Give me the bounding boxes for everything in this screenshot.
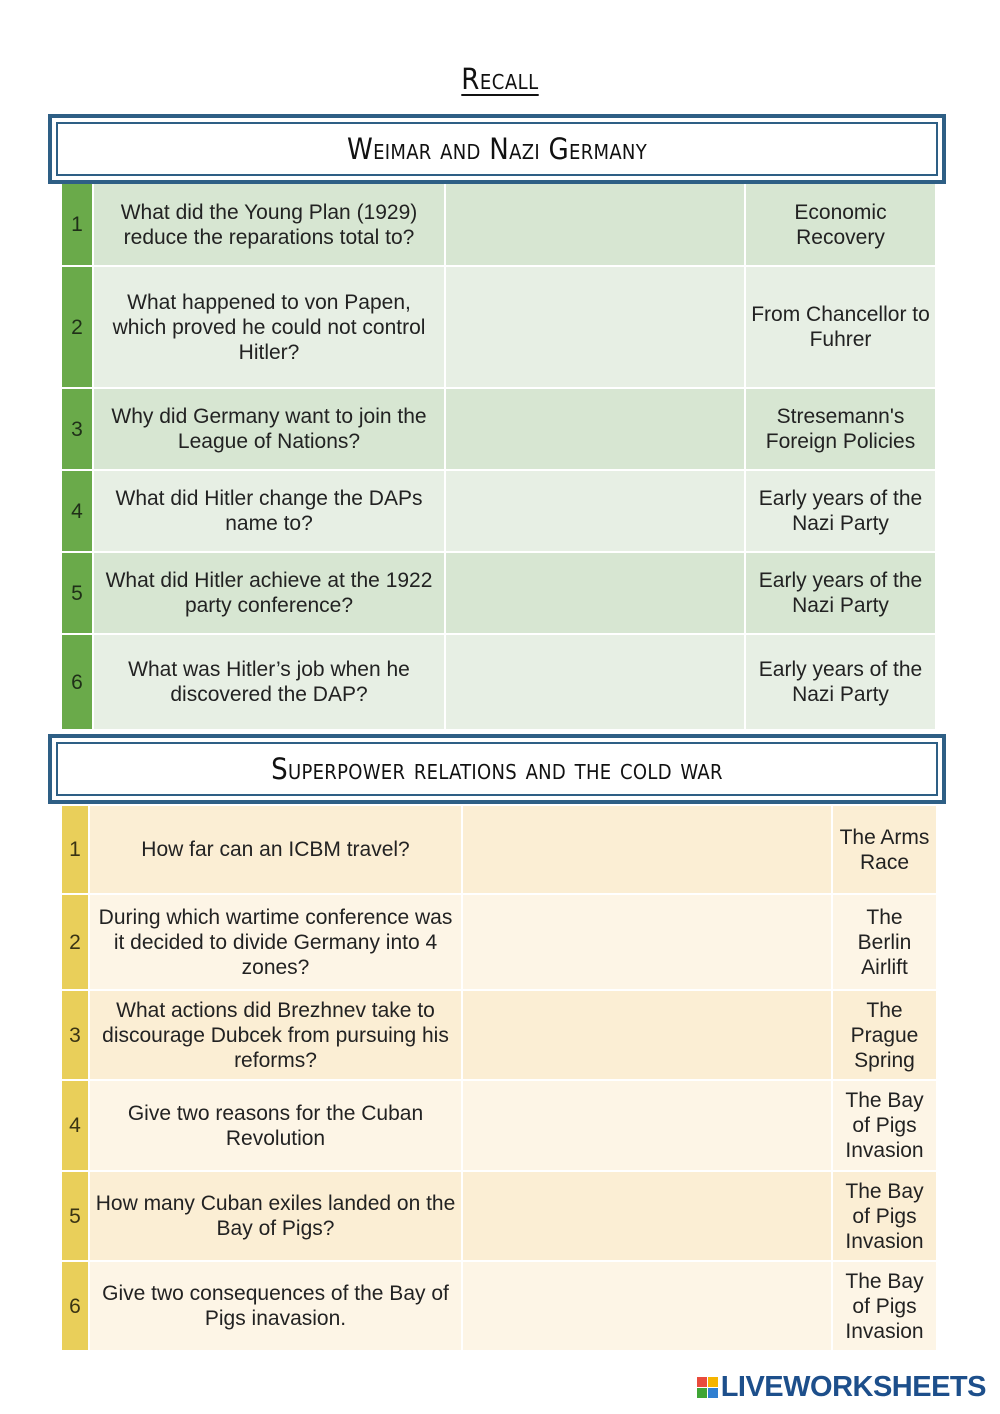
topic-label: Early years of the Nazi Party <box>746 635 937 731</box>
topic-label: The Prague Spring <box>833 991 938 1081</box>
topic-label: Early years of the Nazi Party <box>746 553 937 635</box>
question-text: What did Hitler change the DAPs name to? <box>94 471 446 553</box>
row-number: 5 <box>62 553 94 635</box>
answer-input[interactable] <box>446 312 744 343</box>
answer-cell <box>463 991 833 1081</box>
answer-input[interactable] <box>446 578 744 609</box>
table-row <box>62 471 937 553</box>
topic-label: Early years of the Nazi Party <box>746 471 937 553</box>
answer-cell <box>463 1081 833 1172</box>
question-text: Give two reasons for the Cuban Revolution <box>90 1081 463 1172</box>
topic-label: The Arms Race <box>833 806 938 895</box>
answer-input[interactable] <box>446 667 744 698</box>
row-number: 1 <box>62 184 94 267</box>
table-row <box>62 1081 938 1172</box>
answer-cell <box>463 806 833 895</box>
answer-input[interactable] <box>446 496 744 527</box>
cold-war-question-table <box>62 806 938 1352</box>
answer-cell <box>446 267 746 389</box>
topic-label: The Berlin Airlift <box>833 895 938 991</box>
answer-input[interactable] <box>463 1201 831 1232</box>
table-row <box>62 553 937 635</box>
table-row <box>62 1172 938 1262</box>
answer-cell <box>463 1262 833 1352</box>
question-text: What happened to von Papen, which proved he could not control Hitler? <box>94 267 446 389</box>
table-row <box>62 895 938 991</box>
answer-cell <box>446 635 746 731</box>
page-title: Recall <box>461 62 539 96</box>
question-text: What did Hitler achieve at the 1922 party conference? <box>94 553 446 635</box>
row-number: 2 <box>62 267 94 389</box>
answer-input[interactable] <box>463 1020 831 1051</box>
table-row <box>62 991 938 1081</box>
row-number: 5 <box>62 1172 90 1262</box>
section-header-cold-war <box>48 734 946 804</box>
answer-cell <box>446 389 746 471</box>
answer-cell <box>463 1172 833 1262</box>
topic-label: The Bay of Pigs Invasion <box>833 1081 938 1172</box>
topic-label: From Chancellor to Fuhrer <box>746 267 937 389</box>
question-text: How many Cuban exiles landed on the Bay of Pigs? <box>90 1172 463 1262</box>
answer-input[interactable] <box>463 834 831 865</box>
topic-label: Economic Recovery <box>746 184 937 267</box>
topic-label: The Bay of Pigs Invasion <box>833 1262 938 1352</box>
answer-input[interactable] <box>463 1291 831 1322</box>
question-text: What actions did Brezhnev take to discourage Dubcek from pursuing his reforms? <box>90 991 463 1081</box>
liveworksheets-mark-icon <box>697 1377 718 1398</box>
table-row <box>62 806 938 895</box>
brand-wordmark: LIVEWORKSHEETS <box>720 1371 986 1403</box>
answer-cell <box>446 471 746 553</box>
row-number: 4 <box>62 471 94 553</box>
answer-cell <box>446 184 746 267</box>
row-number: 3 <box>62 389 94 471</box>
topic-label: The Bay of Pigs Invasion <box>833 1172 938 1262</box>
question-text: Why did Germany want to join the League of Nations? <box>94 389 446 471</box>
table-row <box>62 635 937 731</box>
row-number: 3 <box>62 991 90 1081</box>
question-text: During which wartime conference was it decided to divide Germany into 4 zones? <box>90 895 463 991</box>
section-header-weimar <box>48 114 946 184</box>
question-text: What was Hitler’s job when he discovered the DAP? <box>94 635 446 731</box>
row-number: 4 <box>62 1081 90 1172</box>
answer-input[interactable] <box>446 209 744 240</box>
topic-label: Stresemann's Foreign Policies <box>746 389 937 471</box>
question-text: How far can an ICBM travel? <box>90 806 463 895</box>
table-row <box>62 389 937 471</box>
answer-input[interactable] <box>463 927 831 958</box>
table-row <box>62 267 937 389</box>
answer-cell <box>463 895 833 991</box>
answer-input[interactable] <box>446 414 744 445</box>
question-text: Give two consequences of the Bay of Pigs inavasion. <box>90 1262 463 1352</box>
answer-input[interactable] <box>463 1110 831 1141</box>
answer-cell <box>446 553 746 635</box>
section-heading: Superpower relations and the cold war <box>271 752 723 786</box>
row-number: 6 <box>62 635 94 731</box>
weimar-question-table <box>62 184 937 731</box>
question-text: What did the Young Plan (1929) reduce the reparations total to? <box>94 184 446 267</box>
row-number: 2 <box>62 895 90 991</box>
liveworksheets-logo <box>697 1371 986 1404</box>
table-row <box>62 1262 938 1352</box>
row-number: 1 <box>62 806 90 895</box>
section-heading: Weimar and Nazi Germany <box>347 132 647 166</box>
table-row <box>62 184 937 267</box>
row-number: 6 <box>62 1262 90 1352</box>
